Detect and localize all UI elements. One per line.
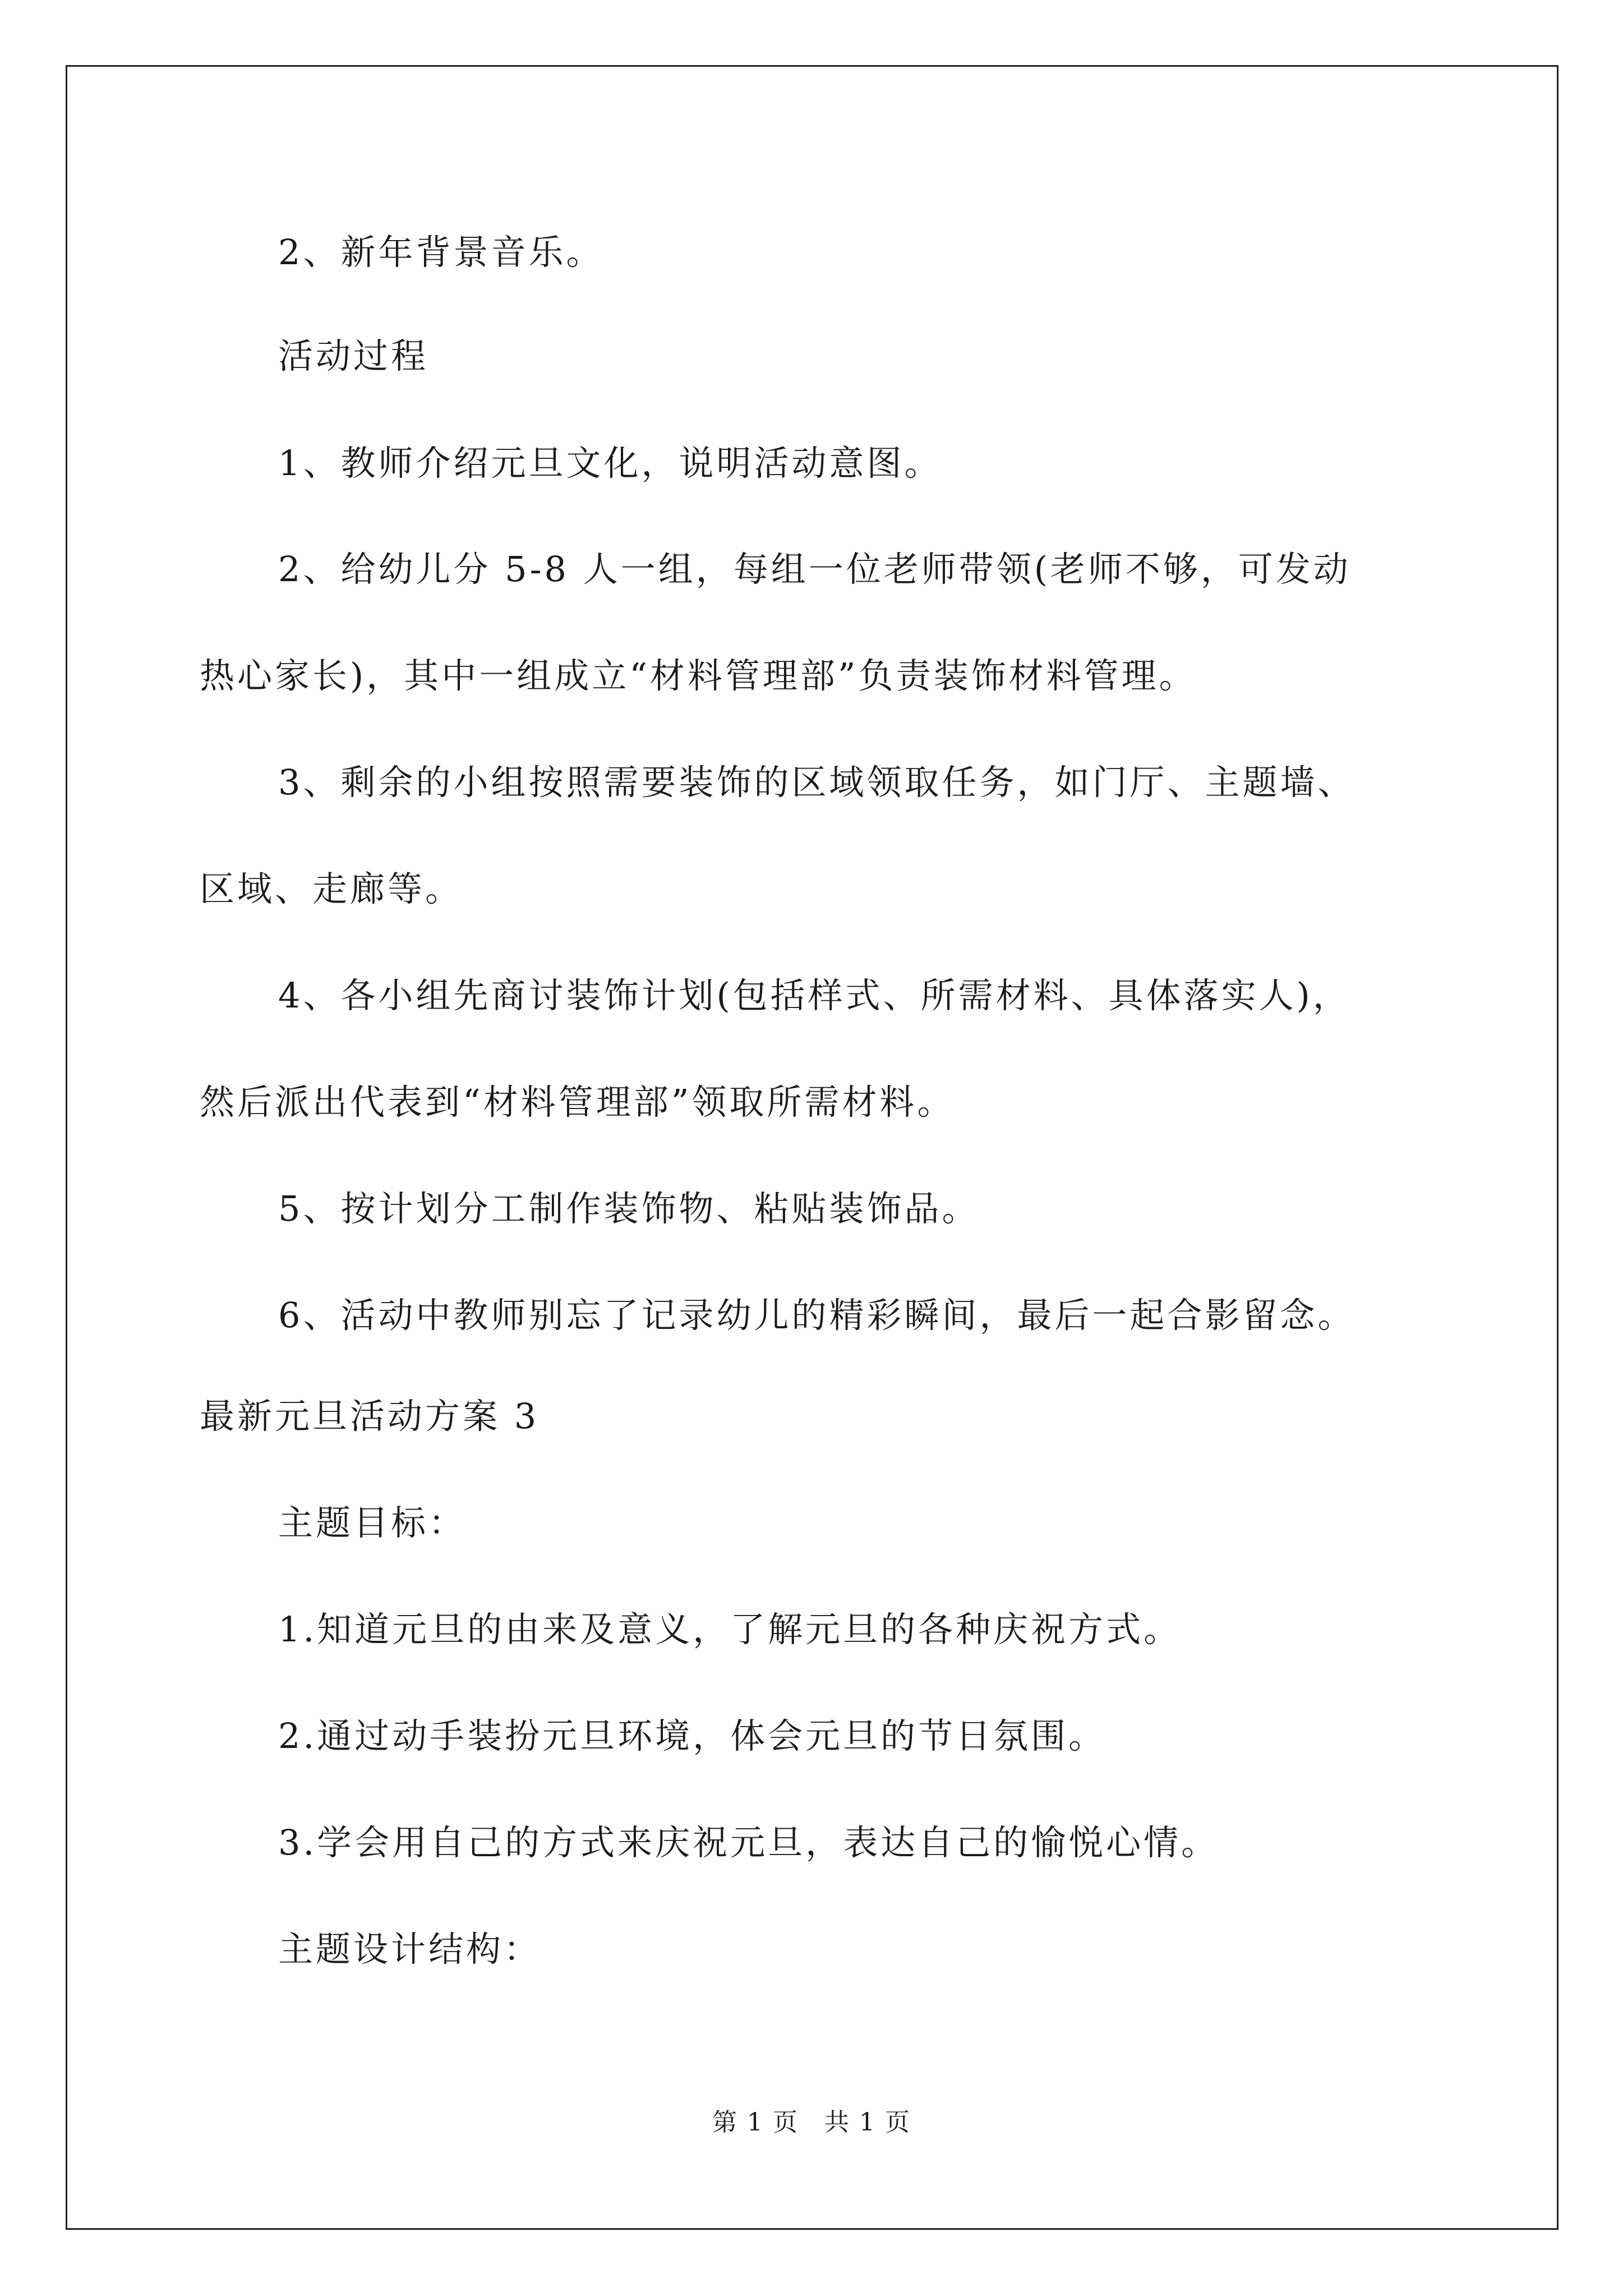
paragraph-line: 5、按计划分工制作装饰物、粘贴装饰品。 [278,1188,980,1229]
paragraph-line: 热心家长)，其中一组成立“材料管理部”负责装饰材料管理。 [200,655,1197,696]
paragraph-line: 区域、走廊等。 [200,868,463,909]
paragraph-line: 6、活动中教师别忘了记录幼儿的精彩瞬间，最后一起合影留念。 [278,1295,1355,1336]
section-heading: 活动过程 [278,335,429,376]
section-heading: 主题目标： [278,1502,467,1543]
paragraph-line: 3.学会用自己的方式来庆祝元旦，表达自己的愉悦心情。 [278,1822,1219,1863]
paragraph-line: 2.通过动手装扮元旦环境，体会元旦的节日氛围。 [278,1715,1106,1756]
page-footer: 第 1 页 共 1 页 [712,2108,911,2137]
paragraph-line: 然后派出代表到“材料管理部”领取所需材料。 [200,1082,955,1122]
section-heading: 主题设计结构： [278,1929,542,1970]
paragraph-line: 3、剩余的小组按照需要装饰的区域领取任务，如门厅、主题墙、 [278,762,1355,803]
paragraph-line: 1.知道元旦的由来及意义，了解元旦的各种庆祝方式。 [278,1609,1182,1650]
page-border [66,65,1559,2230]
paragraph-line: 2、新年背景音乐。 [278,232,604,273]
section-title: 最新元旦活动方案 3 [200,1396,540,1437]
paragraph-line: 2、给幼儿分 5-8 人一组，每组一位老师带领(老师不够，可发动 [278,549,1351,590]
paragraph-line: 4、各小组先商讨装饰计划(包括样式、所需材料、具体落实人)， [278,975,1350,1016]
paragraph-line: 1、教师介绍元旦文化，说明活动意图。 [278,443,942,484]
